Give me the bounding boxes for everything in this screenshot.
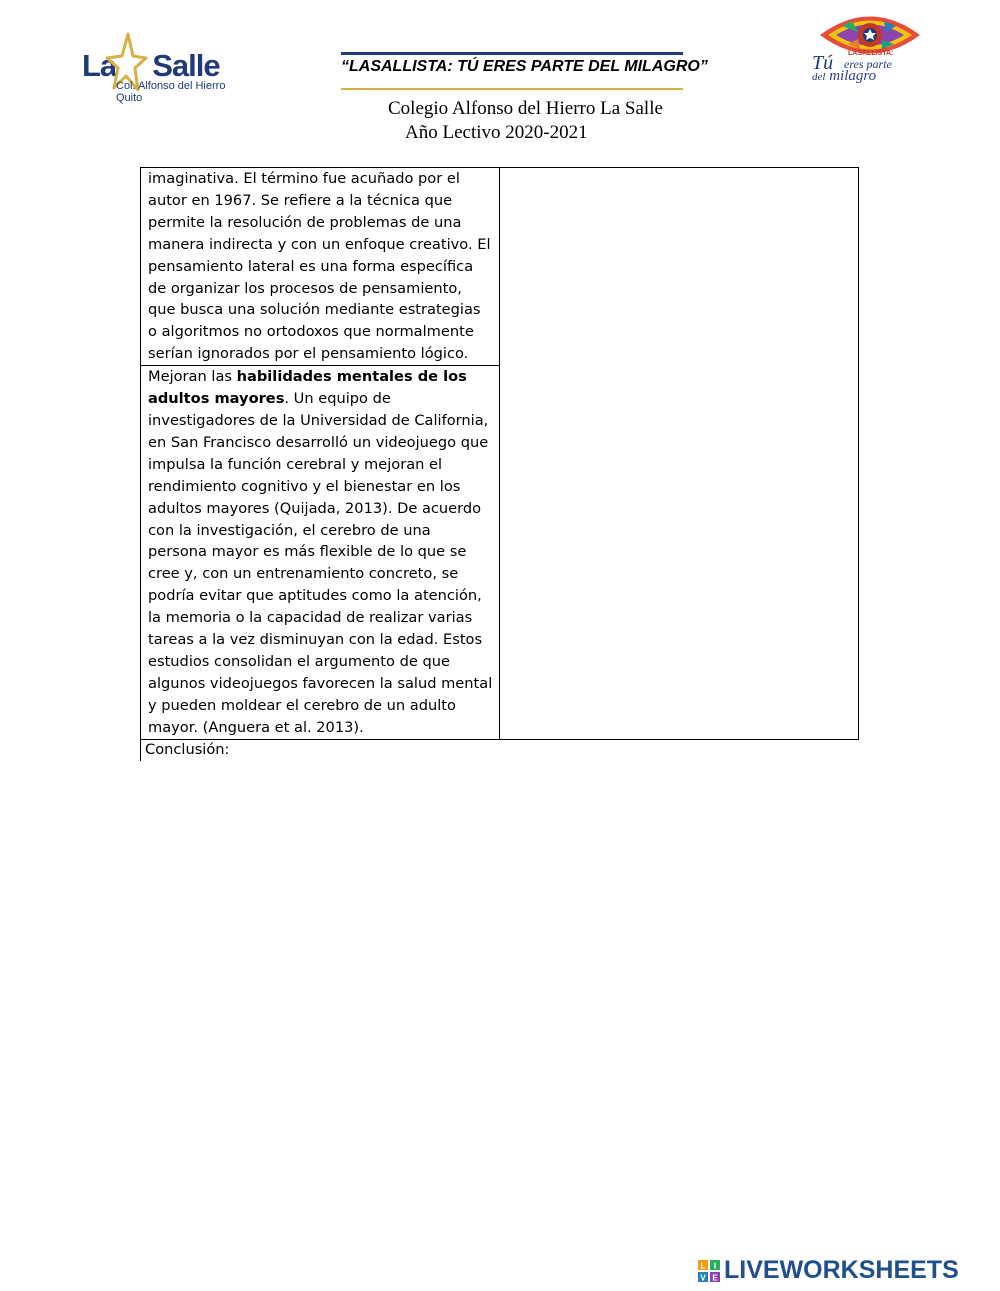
milagro-del-milagro <box>812 68 876 85</box>
lasalle-subtitle-line1: Col. Alfonso del Hierro <box>116 80 226 92</box>
school-name: Colegio Alfonso del Hierro La Salle <box>388 98 663 119</box>
conclusion-label: Conclusión: <box>140 740 229 761</box>
badge-letter: V <box>700 1273 706 1282</box>
badge-letter: E <box>712 1273 718 1282</box>
badge-letter: I <box>713 1261 717 1271</box>
milagro-del: del <box>812 71 826 83</box>
motto-top-rule <box>341 52 683 55</box>
milagro-tu: Tú <box>812 52 834 74</box>
lasalle-wordmark <box>82 48 220 84</box>
table-cell-text <box>141 366 500 739</box>
lasalle-subtitle <box>116 80 225 104</box>
lasalle-subtitle-line2: Quito <box>116 92 143 104</box>
table-cell-answer[interactable] <box>500 168 859 740</box>
milagro-logo <box>812 12 927 97</box>
motto: “LASALLISTA: TÚ ERES PARTE DEL MILAGRO” <box>341 58 708 75</box>
liveworksheets-text: LIVEWORKSHEETS <box>724 1256 959 1284</box>
lasalle-word-salle: Salle <box>152 48 220 83</box>
milagro-word: milagro <box>829 68 877 84</box>
cell-text-rest: . Un equipo de investigadores de la Universidad de California, en San Francisco desarrolló un videojuego que impulsa la función cerebral y mejoran el rendimiento cognitivo y el bienestar en los adultos mayores (Quijada, 2013). De acuerdo con la investigación, el cerebro de una persona mayor es más flexible de lo que se cree y, con un entrenamiento concreto, se podría evitar que aptitudes como la atención, la memoria o la capacidad de realizar varias tareas a la vez disminuyan con la edad. Estos estudios consolidan el argumento de que algunos videojuegos favorecen la salud mental y pueden moldear el cerebro de un adulto mayor. (Anguera et al. 2013). <box>148 390 493 736</box>
lasalle-logo <box>82 32 252 107</box>
table-row <box>141 168 859 366</box>
lasalle-word-la: La <box>82 48 117 83</box>
school-year: Año Lectivo 2020-2021 <box>405 122 588 143</box>
table-cell-text: imaginativa. El término fue acuñado por el autor en 1967. Se refiere a la técnica que permite la resolución de problemas de una manera indirecta y con un enfoque creativo. El pensamiento lateral es una forma específica de organizar los procesos de pensamiento, que busca una solución mediante estrategias o algoritmos no ortodoxos que normalmente serían ignorados por el pensamiento lógico. <box>141 168 500 366</box>
content-table <box>140 167 859 740</box>
badge-letter: L <box>700 1261 706 1271</box>
liveworksheets-badge-letters <box>698 1260 720 1282</box>
motto-bottom-rule <box>341 88 683 90</box>
milagro-eres-parte: eres parte <box>844 57 892 71</box>
cell-text-bold: habilidades mentales de los adultos mayores <box>148 368 467 408</box>
cell-text-prefix: Mejoran las <box>148 368 237 386</box>
milagro-label: LASALLISTA: <box>848 50 894 57</box>
